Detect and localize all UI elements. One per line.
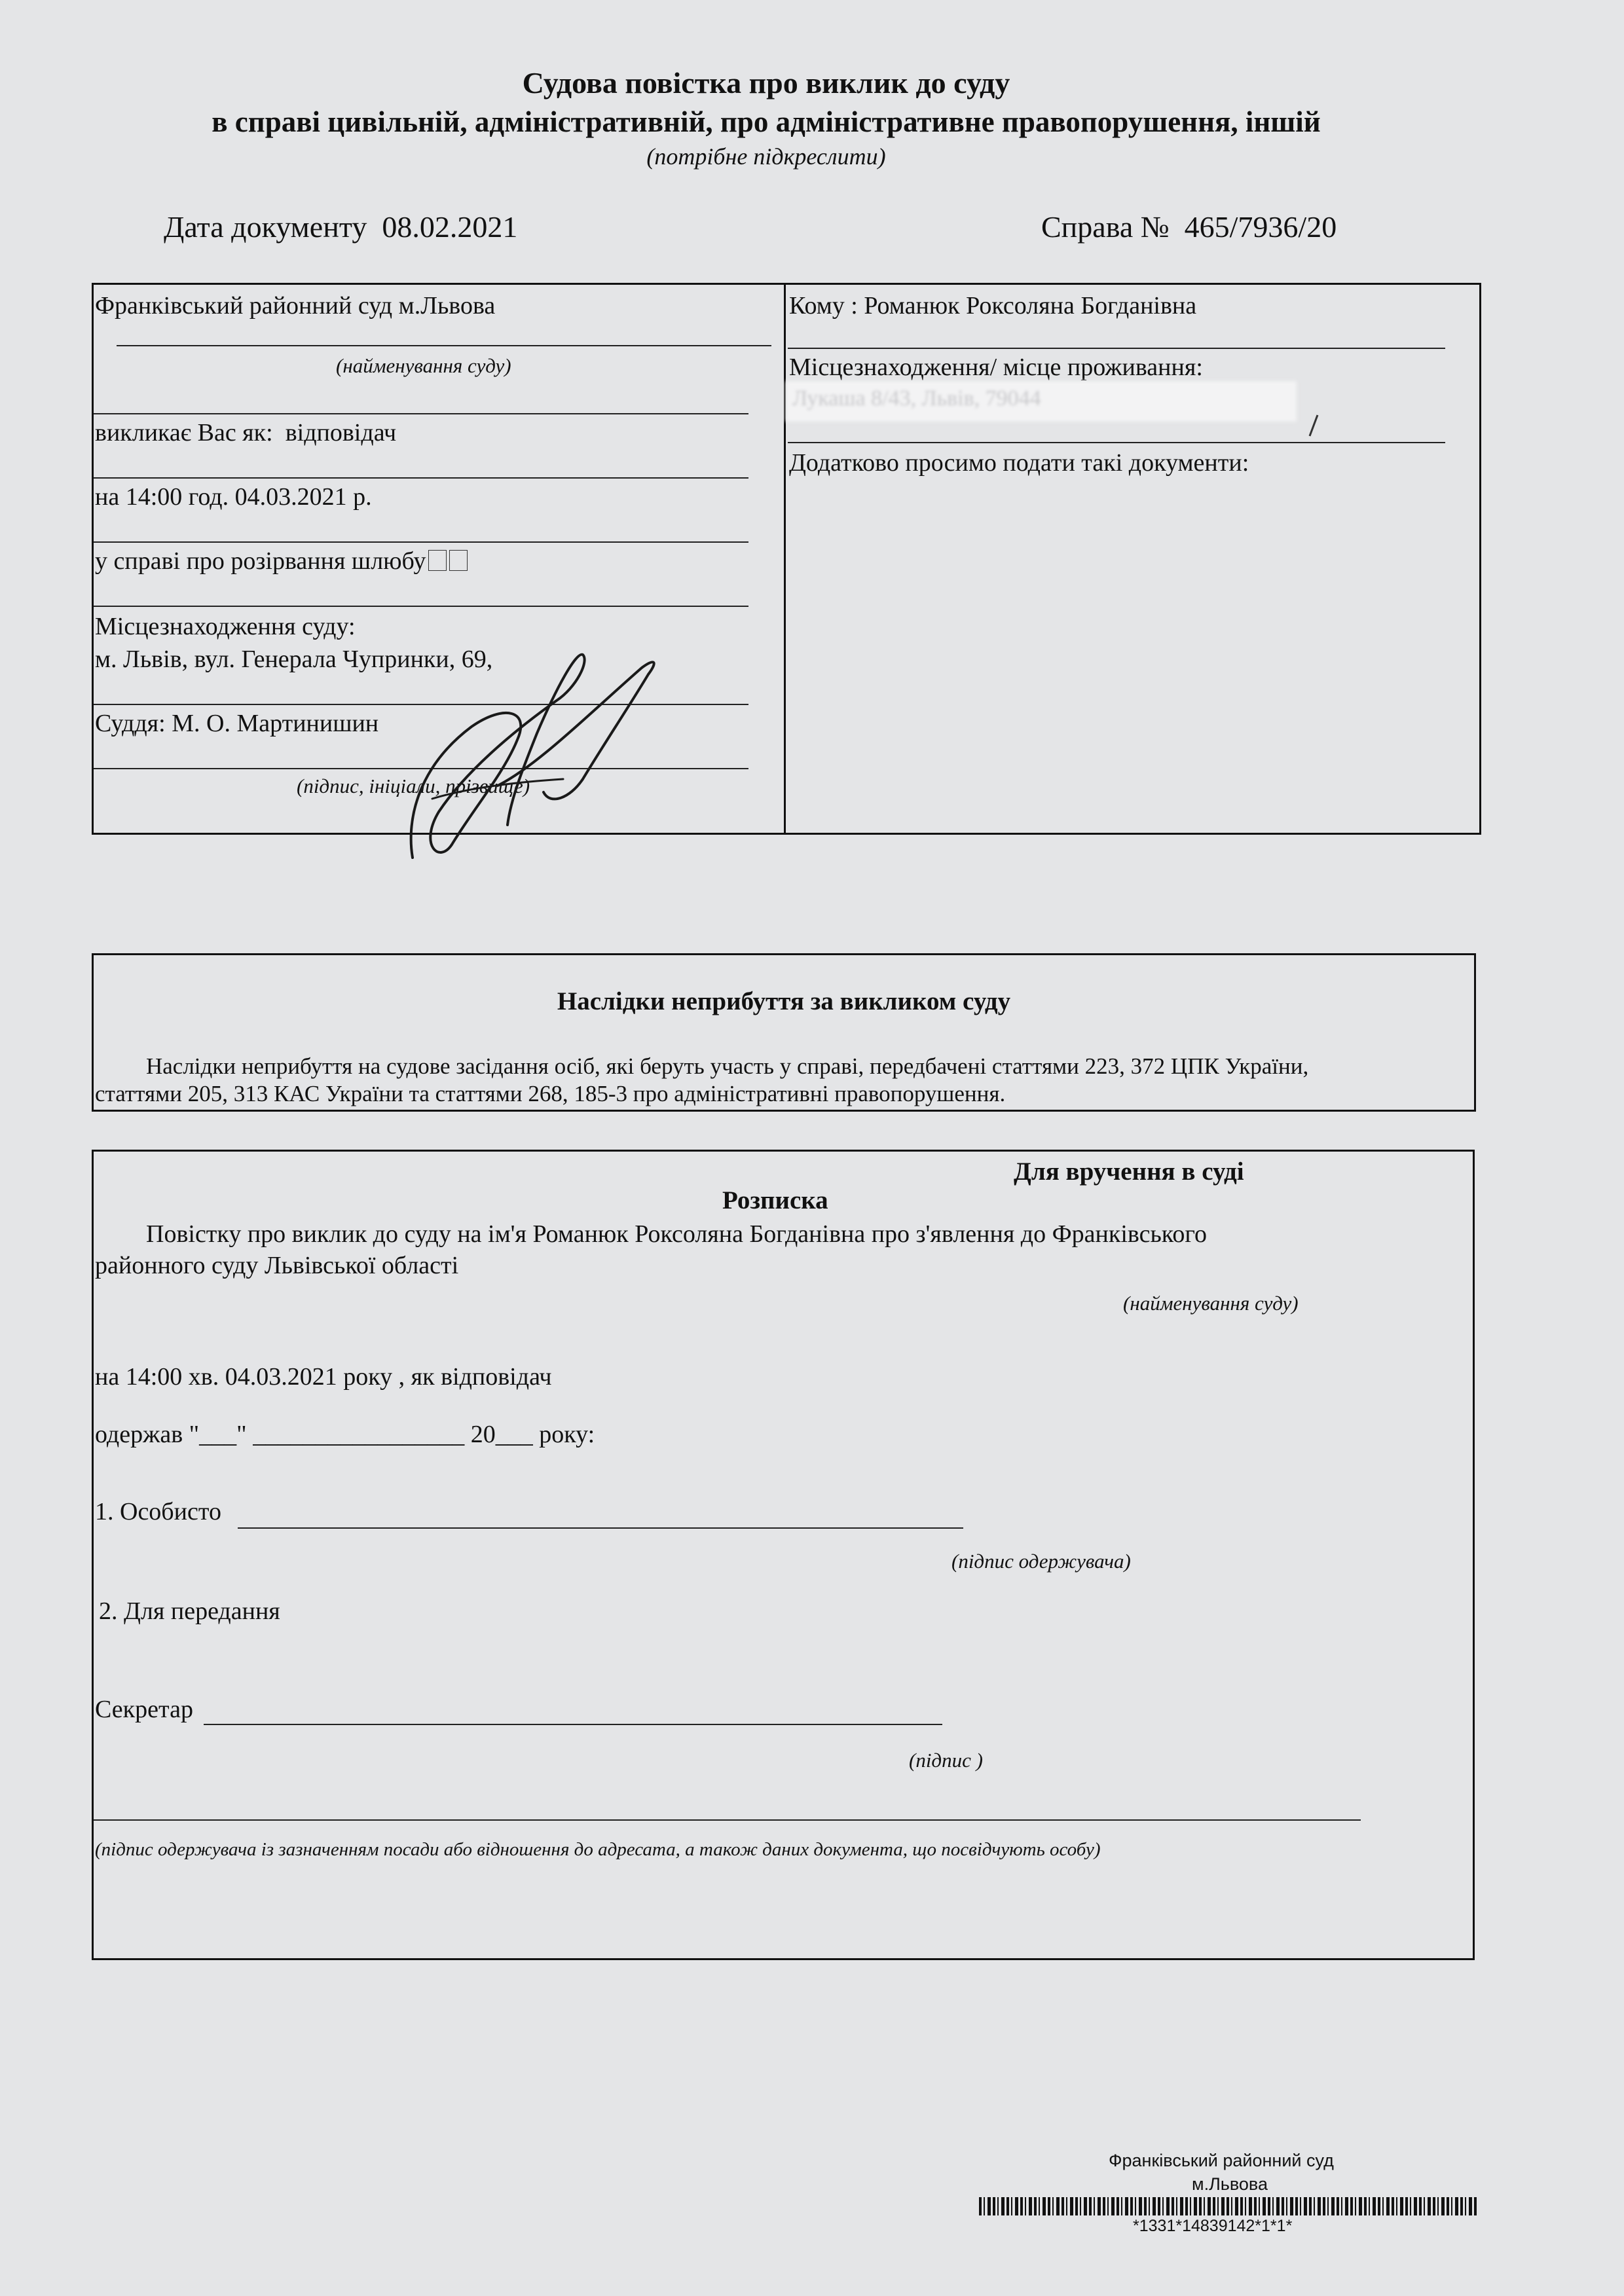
secretary-signature-line xyxy=(204,1724,942,1725)
document-date xyxy=(164,210,517,244)
receipt-line1: Повістку про виклик до суду на ім'я Романюк Роксоляна Богданівна про з'явлення до Франківського xyxy=(146,1220,1207,1248)
rule xyxy=(94,413,748,414)
court-location: м. Львів, вул. Генерала Чупринки, 69, xyxy=(95,646,493,673)
personally-label: 1. Особисто xyxy=(95,1498,221,1525)
case-matter xyxy=(95,547,468,575)
address-redacted: Лукаша 8/43, Львів, 79044 xyxy=(792,386,1041,410)
recipient-label: Кому : xyxy=(789,292,858,319)
secretary-sig-caption: (підпис ) xyxy=(909,1749,983,1772)
consequences-box xyxy=(92,953,1476,1112)
case-label: Справа № xyxy=(1041,210,1170,244)
receipt-box xyxy=(92,1150,1475,1960)
barcode-text: *1331*14839142*1*1* xyxy=(1133,2217,1293,2235)
rule xyxy=(94,541,748,543)
summons-role xyxy=(95,418,396,447)
underline-note: (потрібне підкреслити) xyxy=(646,143,886,170)
extra-docs-label: Додатково просимо подати такі документи: xyxy=(789,449,1249,477)
court-name: Франківський районний суд м.Львова xyxy=(95,292,496,319)
consequences-line1: Наслідки неприбуття на судове засідання осіб, які беруть участь у справі, передбачені статтями 223, 372 ЦПК України, xyxy=(146,1053,1309,1079)
consequences-line2: статтями 205, 313 КАС України та статтями 268, 185-3 про адміністративні правопорушення. xyxy=(95,1081,1006,1106)
recipient xyxy=(789,291,1196,320)
recipient-note-line xyxy=(94,1819,1361,1821)
court-location-label: Місцезнаходження суду: xyxy=(95,613,356,640)
rule xyxy=(788,442,1445,443)
receipt-title: Розписка xyxy=(722,1186,828,1214)
recipient-sig-caption: (підпис одержувача) xyxy=(951,1550,1131,1573)
recipient-name: Романюк Роксоляна Богданівна xyxy=(864,292,1197,319)
barcode xyxy=(979,2197,1477,2215)
hearing-time: на 14:00 год. 04.03.2021 р. xyxy=(95,483,372,511)
rule xyxy=(94,606,748,607)
personally-signature-line xyxy=(238,1527,963,1529)
role-value: відповідач xyxy=(285,419,397,446)
judge-signature xyxy=(393,648,668,864)
recipient-note-caption: (підпис одержувача із зазначенням посади або відношення до адресата, а також даних документа, що посвідчують особу) xyxy=(95,1839,1101,1860)
matter-text: у справі про розірвання шлюбу xyxy=(95,547,426,575)
consequences-title: Наслідки неприбуття за викликом суду xyxy=(557,987,1011,1015)
rule xyxy=(117,345,771,346)
address-label: Місцезнаходження/ місце проживання: xyxy=(789,354,1203,381)
footer-court-line1: Франківський районний суд xyxy=(1109,2151,1334,2170)
receipt-time: на 14:00 хв. 04.03.2021 року , як відповідач xyxy=(95,1363,552,1391)
for-transfer-label: 2. Для передання xyxy=(99,1597,280,1625)
document-title: Судова повістка про виклик до суду xyxy=(522,66,1010,100)
for-delivery: Для вручення в суді xyxy=(1014,1157,1244,1186)
doc-date-value: 08.02.2021 xyxy=(382,210,518,244)
receipt-court-caption: (найменування суду) xyxy=(1123,1292,1299,1315)
receipt-line2: районного суду Львівської області xyxy=(95,1252,459,1279)
table-divider xyxy=(784,285,786,833)
case-number xyxy=(1041,210,1337,244)
doc-date-label: Дата документу xyxy=(164,210,367,244)
document-subtitle: в справі цивільній, адміністративній, про адміністративне правопорушення, іншій xyxy=(212,105,1321,138)
rule xyxy=(788,348,1445,349)
role-label: викликає Вас як: xyxy=(95,419,273,446)
judge-name: Суддя: М. О. Мартинишин xyxy=(95,710,379,737)
case-value: 465/7936/20 xyxy=(1184,210,1337,244)
rule xyxy=(94,477,748,479)
court-name-caption: (найменування суду) xyxy=(336,354,511,377)
signature-caption: (підпис, ініціали, прізвище) xyxy=(297,774,530,797)
summons-table xyxy=(92,283,1481,835)
secretary-label: Секретар xyxy=(95,1696,193,1723)
footer-court-line2: м.Львова xyxy=(1192,2174,1268,2194)
received-line: одержав "___" _________________ 20___ року: xyxy=(95,1421,595,1448)
pen-mark xyxy=(1303,412,1323,439)
